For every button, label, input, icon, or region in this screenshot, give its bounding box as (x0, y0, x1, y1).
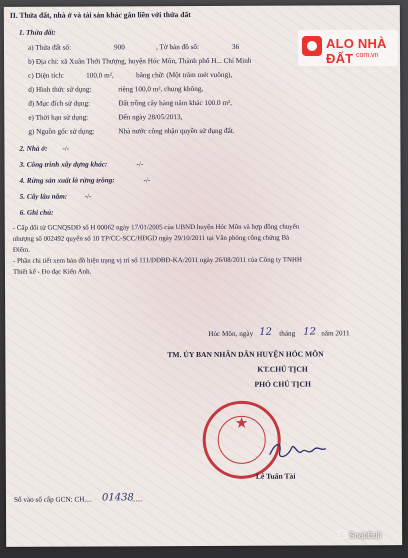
note-line: Điểm. (12, 246, 30, 254)
section-title: II. Thửa đất, nhà ở và tài sản khác gắn liền với thửa đất (9, 10, 191, 20)
house-logo-icon (302, 36, 322, 56)
trees-value: -/- (84, 192, 92, 201)
forest-label: 4. Rừng sản xuất là rừng trồng: (19, 176, 115, 185)
usage-purpose-label: đ) Mục đích sử dụng: (28, 99, 91, 108)
land-heading: 1. Thửa đất: (18, 28, 56, 37)
usage-purpose-value: Đất trồng cây hàng năm khác 100.0 m², (118, 98, 232, 108)
note-line: - Cấp đổi từ GCNQSDĐ số H 00062 ngày 17/01/2005 của UBND huyện Hóc Môn và hợp đồng chuyển (12, 223, 300, 232)
signature (268, 439, 328, 461)
house-label: 2. Nhà ở: (19, 144, 48, 153)
year-label: năm 2011 (321, 329, 350, 338)
signer-name: Lê Tuấn Tài (255, 471, 296, 481)
area-label: c) Diện tích: (28, 71, 65, 80)
construction-value: -/- (136, 160, 144, 169)
snapedit-label: SnapEdit (349, 531, 382, 540)
watermark-brand: ALO NHÀ ĐẤT (326, 36, 387, 66)
seal-star-icon: ★ (234, 415, 249, 432)
map-sheet-label: , Tờ bản đồ số: (155, 43, 200, 52)
watermark-domain: com.vn (356, 52, 379, 59)
registry-number: 01438 (101, 492, 134, 504)
trees-label: 5. Cây lâu năm: (19, 192, 68, 201)
address-row: b) Địa chỉ: xã Xuân Thới Thượng, huyện Hóc Môn, Thành phố H... Chí Minh (28, 56, 252, 66)
area-in-words: bằng chữ: (Một trăm mét vuông), (136, 70, 233, 80)
usage-form-label: d) Hình thức sử dụng: (28, 85, 92, 94)
house-value: -/- (62, 144, 70, 153)
registry-suffix: ...... (131, 495, 143, 504)
parcel-number-value: 900 (113, 43, 125, 52)
month-label: tháng (279, 329, 296, 338)
note-line: - Phần chi tiết xem bản đồ hiện trạng vị trí số 111/ĐĐBĐ-KA/2011 ngày 26/08/2011 của Công ty TNHH (12, 256, 302, 265)
registry-label: Số vào sổ cấp GCN: CH.... (13, 495, 92, 504)
usage-origin-value: Nhà nước công nhận quyền sử dụng đất. (118, 126, 235, 136)
issue-month: 12 (303, 326, 317, 338)
watermark-badge (298, 30, 398, 66)
forest-value: -/- (143, 176, 151, 185)
snapedit-icon (338, 530, 347, 539)
snapedit-watermark (338, 530, 381, 540)
area-value: 100,0 m², (86, 71, 114, 80)
usage-term-value: Đến ngày 28/05/2013, (118, 113, 183, 122)
notes-label: 6. Ghi chú: (19, 208, 54, 217)
parcel-number-label: a) Thửa đất số: (27, 43, 72, 52)
construction-label: 3. Công trình xây dựng khác: (19, 160, 108, 169)
note-line: nhượng số 002492 quyển số 10 TP/CC-SCC/HĐGD ngày 29/10/2011 tại Văn phòng công chứng Bà (12, 234, 290, 243)
authority-role: KT.CHỦ TỊCH (257, 364, 308, 374)
usage-origin-label: g) Nguồn gốc sử dụng: (28, 127, 95, 136)
map-sheet-value: 36 (231, 42, 240, 51)
authority-title: PHÓ CHỦ TỊCH (254, 379, 311, 389)
authority-line: TM. ỦY BAN NHÂN DÂN HUYỆN HÓC MÔN (167, 349, 324, 360)
note-line: Thiết kế - Đo đạc Kiến Anh. (12, 268, 92, 276)
usage-form-value: riêng 100,0 m², chung không, (118, 84, 204, 94)
issue-place: Hóc Môn, ngày (208, 329, 254, 338)
issue-day: 12 (259, 326, 273, 338)
land-certificate-page (4, 5, 402, 547)
usage-term-label: e) Thời hạn sử dụng: (28, 113, 89, 122)
